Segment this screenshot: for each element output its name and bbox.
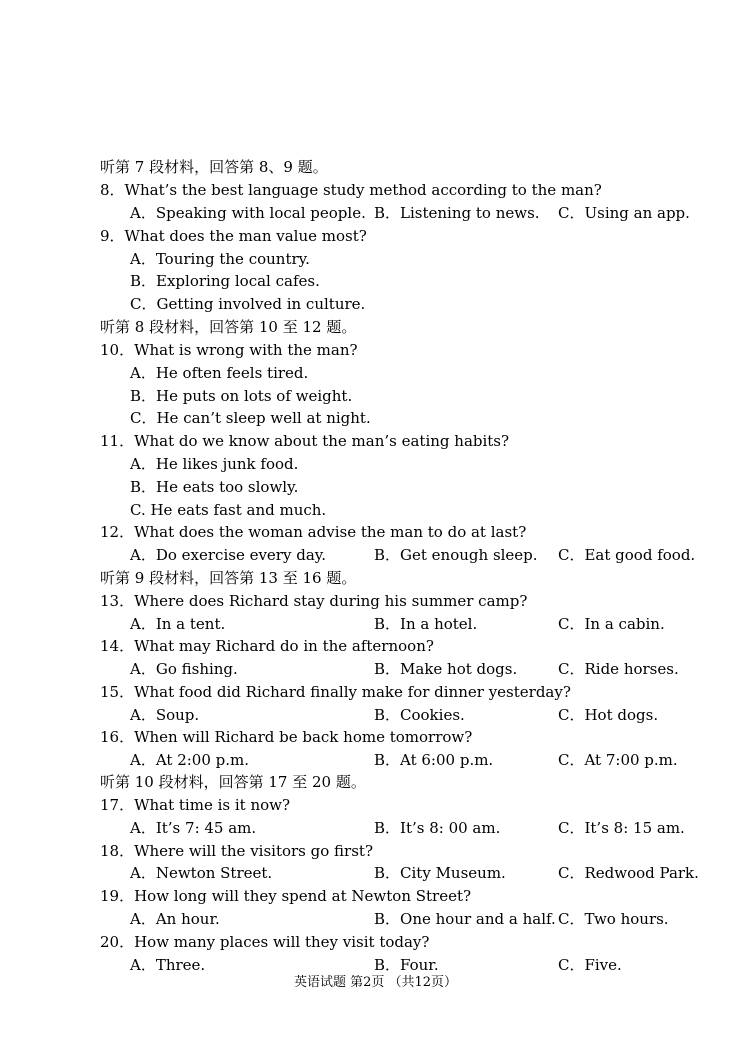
option-a-line [0,362,751,384]
option-a: A．Speaking with local people. [130,204,366,222]
section-heading [0,156,751,178]
option-c: C．He can’t sleep well at night. [130,409,371,427]
option-a: A．He likes junk food. [130,455,299,473]
option-c-line [0,407,751,429]
question-19-options [0,908,751,930]
option-a: A．An hour. [130,910,220,928]
option-b: B．Exploring local cafes. [130,272,320,290]
option-a: A．Do exercise every day. [130,546,327,564]
question-8 [0,179,751,201]
option-b: B．One hour and a half. [374,910,556,928]
question-15-options [0,704,751,726]
option-b: B．It’s 8: 00 am. [374,819,501,837]
option-c: C．In a cabin. [558,615,665,633]
option-a: A．Go fishing. [130,660,238,678]
question-stem: 8．What’s the best language study method according to the man? [100,181,602,199]
option-b: B．Four. [374,956,439,974]
section-heading-text: 听第 10 段材料，回答第 17 至 20 题。 [100,773,366,791]
option-a: A．He often feels tired. [130,364,309,382]
option-b: B．Cookies. [374,706,465,724]
option-c: C. He eats fast and much. [130,501,327,519]
question-16-options [0,749,751,771]
question-14 [0,635,751,657]
option-b: B．Listening to news. [374,204,540,222]
question-9 [0,225,751,247]
section-heading-text: 听第 8 段材料，回答第 10 至 12 题。 [100,318,357,336]
question-10 [0,339,751,361]
option-c: C．Ride horses. [558,660,679,678]
question-stem: 19．How long will they spend at Newton Street? [100,887,472,905]
option-c: C．It’s 8: 15 am. [558,819,685,837]
question-8-options [0,202,751,224]
option-b: B．He puts on lots of weight. [130,387,353,405]
question-stem: 13．Where does Richard stay during his summer camp? [100,592,528,610]
question-15 [0,681,751,703]
option-b-line [0,476,751,498]
option-c: C．Hot dogs. [558,706,659,724]
option-c-line [0,499,751,521]
question-stem: 20．How many places will they visit today? [100,933,430,951]
option-c: C．Using an app. [558,204,690,222]
option-b: B．He eats too slowly. [130,478,299,496]
option-c: C．At 7:00 p.m. [558,751,678,769]
section-heading [0,567,751,589]
option-c-line [0,293,751,315]
question-stem: 9．What does the man value most? [100,227,367,245]
option-b: B．At 6:00 p.m. [374,751,494,769]
question-stem: 16．When will Richard be back home tomorrow? [100,728,473,746]
question-12-options [0,544,751,566]
question-stem: 18．Where will the visitors go first? [100,842,373,860]
question-11 [0,430,751,452]
question-17 [0,794,751,816]
question-18-options [0,862,751,884]
option-a: A．At 2:00 p.m. [130,751,250,769]
question-20 [0,931,751,953]
option-b: B．Make hot dogs. [374,660,518,678]
section-heading-text: 听第 9 段材料，回答第 13 至 16 题。 [100,569,357,587]
section-heading [0,771,751,793]
option-a: A．Three. [130,956,206,974]
question-18 [0,840,751,862]
question-stem: 11．What do we know about the man’s eating habits? [100,432,510,450]
option-c: C．Two hours. [558,910,669,928]
question-16 [0,726,751,748]
option-a-line [0,248,751,270]
question-13 [0,590,751,612]
question-14-options [0,658,751,680]
option-a: A．Touring the country. [130,250,310,268]
section-heading [0,316,751,338]
option-a: A．In a tent. [130,615,226,633]
option-c: C．Eat good food. [558,546,696,564]
section-heading-text: 听第 7 段材料，回答第 8、9 题。 [100,158,328,176]
question-stem: 17．What time is it now? [100,796,291,814]
option-a: A．Newton Street. [130,864,273,882]
question-13-options [0,613,751,635]
question-stem: 10．What is wrong with the man? [100,341,358,359]
question-stem: 14．What may Richard do in the afternoon? [100,637,434,655]
option-b: B．City Museum. [374,864,506,882]
option-a-line [0,453,751,475]
option-c: C．Redwood Park. [558,864,699,882]
option-c: C．Getting involved in culture. [130,295,366,313]
question-stem: 15．What food did Richard finally make for dinner yesterday? [100,683,571,701]
option-b: B．Get enough sleep. [374,546,538,564]
option-b: B．In a hotel. [374,615,478,633]
page-footer: 英语试题 第2页 （共12页） [293,975,458,990]
question-12 [0,521,751,543]
question-stem: 12．What does the woman advise the man to do at last? [100,523,527,541]
option-b-line [0,270,751,292]
option-c: C．Five. [558,956,622,974]
question-19 [0,885,751,907]
option-b-line [0,385,751,407]
option-a: A．Soup. [130,706,200,724]
option-a: A．It’s 7: 45 am. [130,819,257,837]
question-17-options [0,817,751,839]
